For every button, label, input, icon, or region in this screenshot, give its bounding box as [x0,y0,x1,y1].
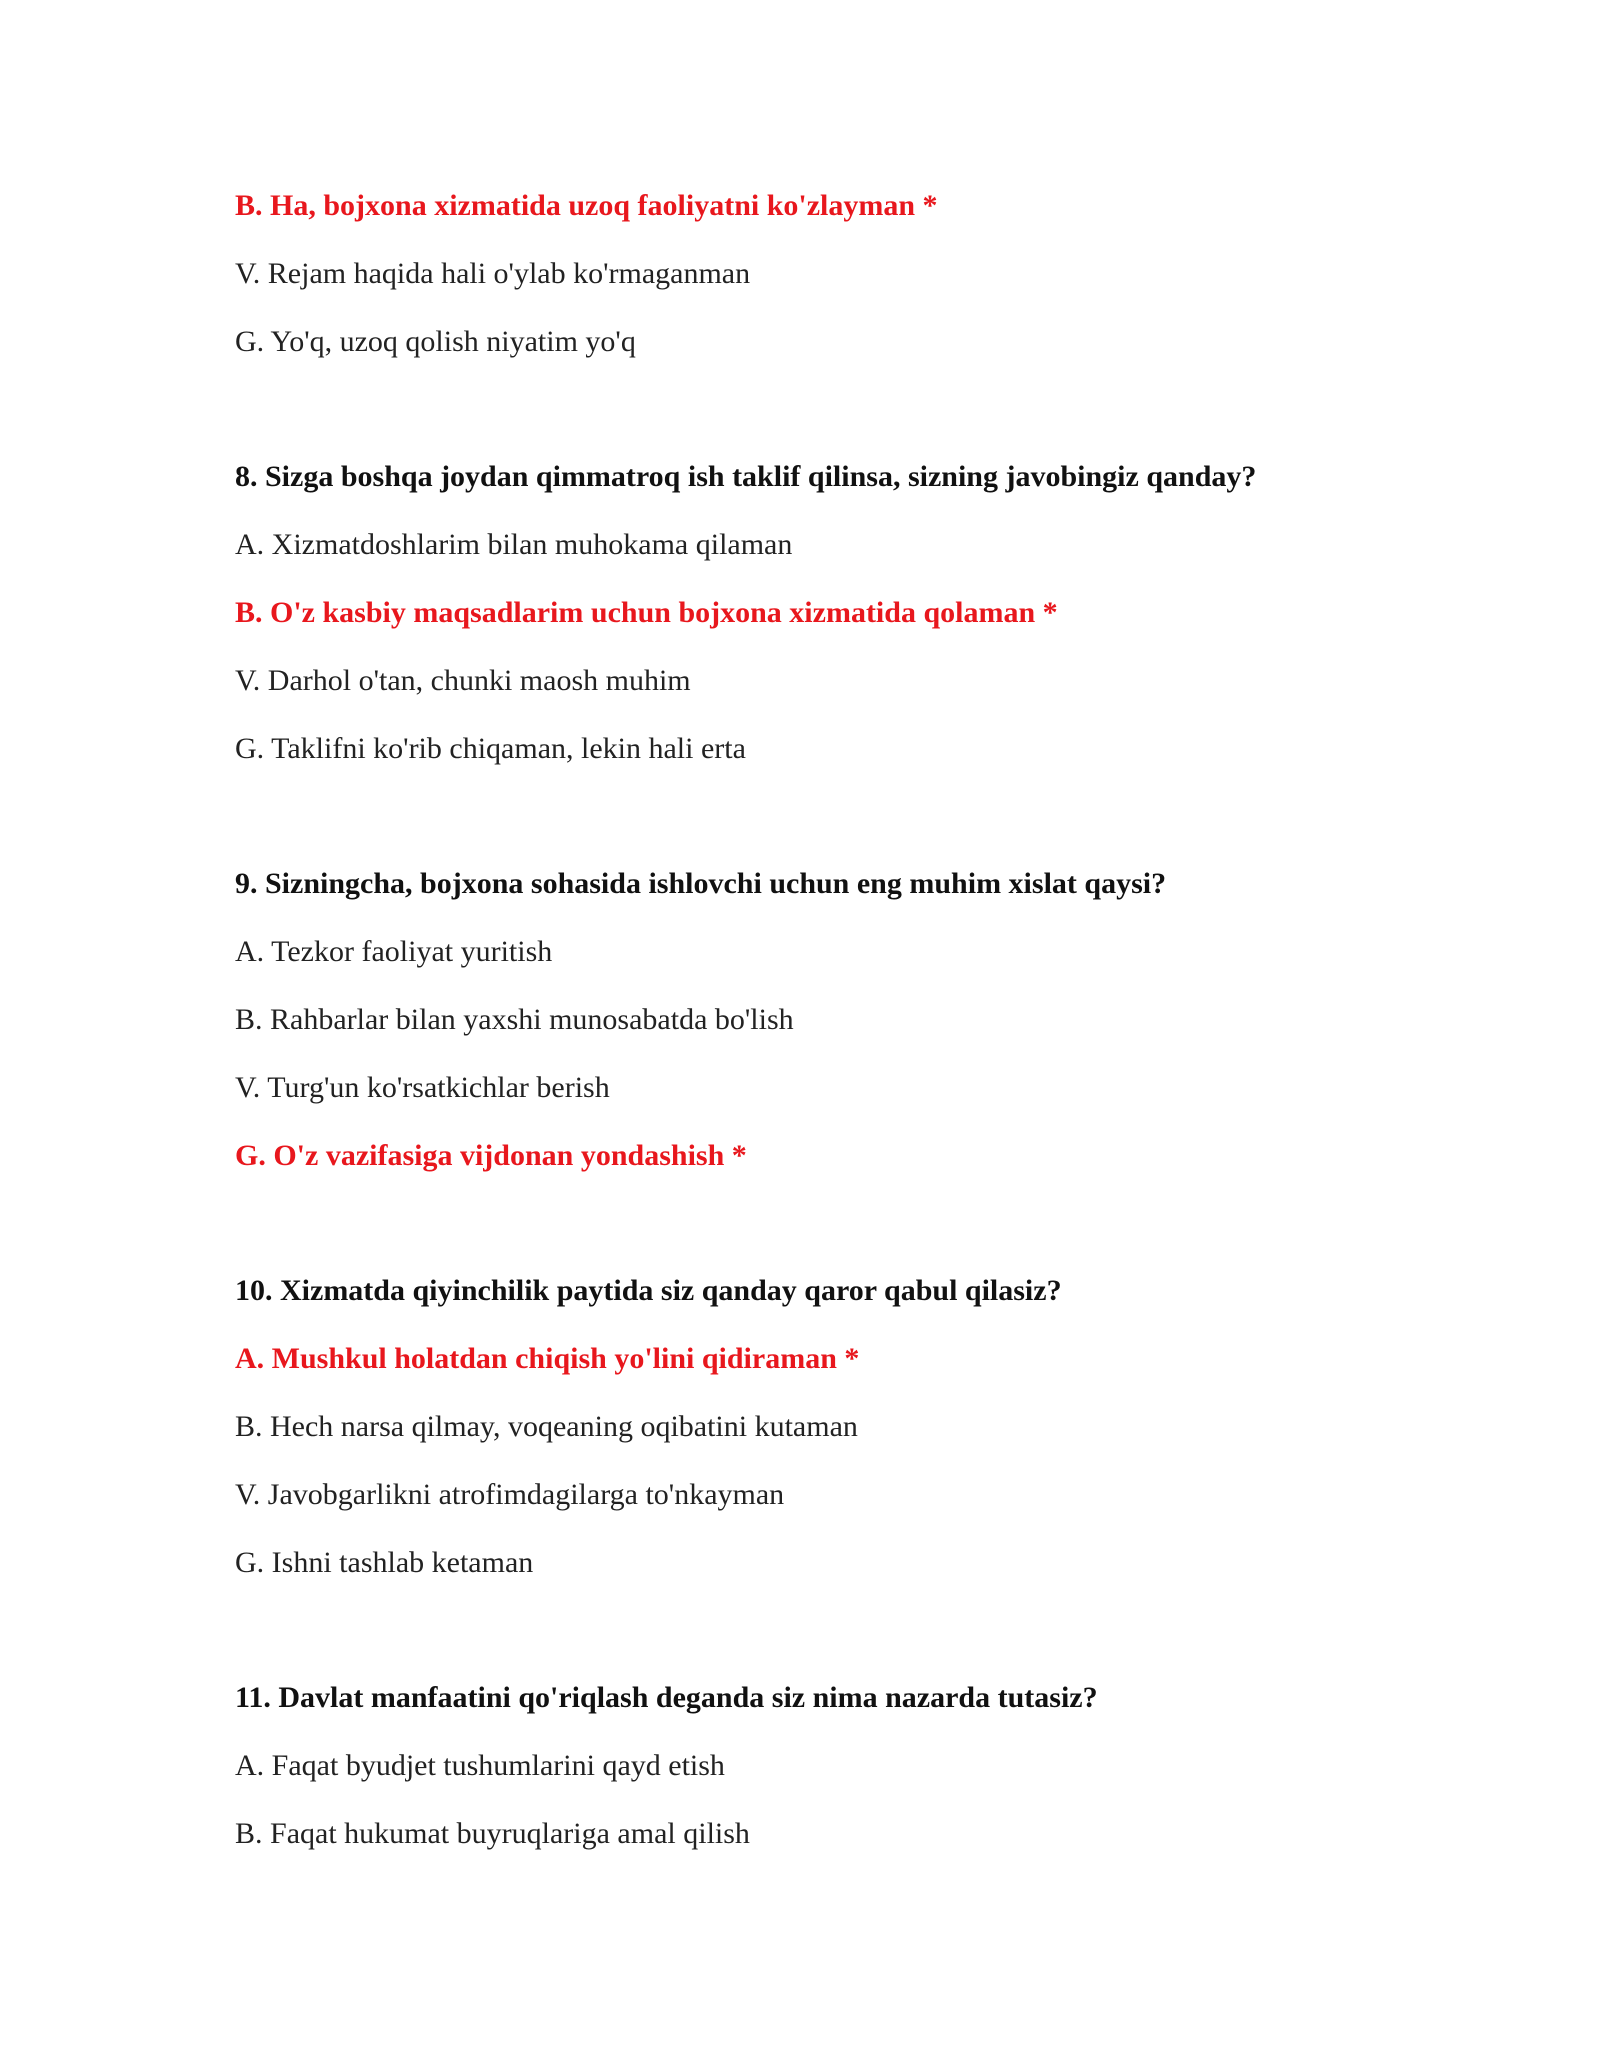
answer-option: A. Tezkor faoliyat yuritish [235,935,553,968]
answer-option: G. Taklifni ko'rib chiqaman, lekin hali erta [235,732,746,765]
answer-option: B. Faqat hukumat buyruqlariga amal qilish [235,1817,750,1850]
answer-option: A. Xizmatdoshlarim bilan muhokama qilaman [235,528,793,561]
question-heading: 10. Xizmatda qiyinchilik paytida siz qanday qaror qabul qilasiz? [235,1274,1062,1307]
answer-option: V. Rejam haqida hali o'ylab ko'rmaganman [235,257,751,290]
answer-option: V. Turg'un ko'rsatkichlar berish [235,1071,610,1104]
answer-option: B. Hech narsa qilmay, voqeaning oqibatini kutaman [235,1410,858,1443]
answer-option: V. Javobgarlikni atrofimdagilarga to'nkayman [235,1478,785,1511]
question-heading: 9. Sizningcha, bojxona sohasida ishlovchi uchun eng muhim xislat qaysi? [235,867,1167,900]
answer-option: A. Faqat byudjet tushumlarini qayd etish [235,1749,725,1782]
answer-option-correct: A. Mushkul holatdan chiqish yo'lini qidiraman * [235,1342,860,1375]
answer-option: G. Yo'q, uzoq qolish niyatim yo'q [235,325,636,358]
answer-option: V. Darhol o'tan, chunki maosh muhim [235,664,691,697]
answer-option-correct: B. O'z kasbiy maqsadlarim uchun bojxona xizmatida qolaman * [235,596,1058,629]
question-heading: 8. Sizga boshqa joydan qimmatroq ish taklif qilinsa, sizning javobingiz qanday? [235,460,1257,493]
answer-option-correct: B. Ha, bojxona xizmatida uzoq faoliyatni ko'zlayman * [235,189,938,222]
answer-option: G. Ishni tashlab ketaman [235,1546,534,1579]
answer-option-correct: G. O'z vazifasiga vijdonan yondashish * [235,1139,747,1172]
answer-option: B. Rahbarlar bilan yaxshi munosabatda bo'lish [235,1003,794,1036]
question-heading: 11. Davlat manfaatini qo'riqlash deganda siz nima nazarda tutasiz? [235,1681,1098,1714]
